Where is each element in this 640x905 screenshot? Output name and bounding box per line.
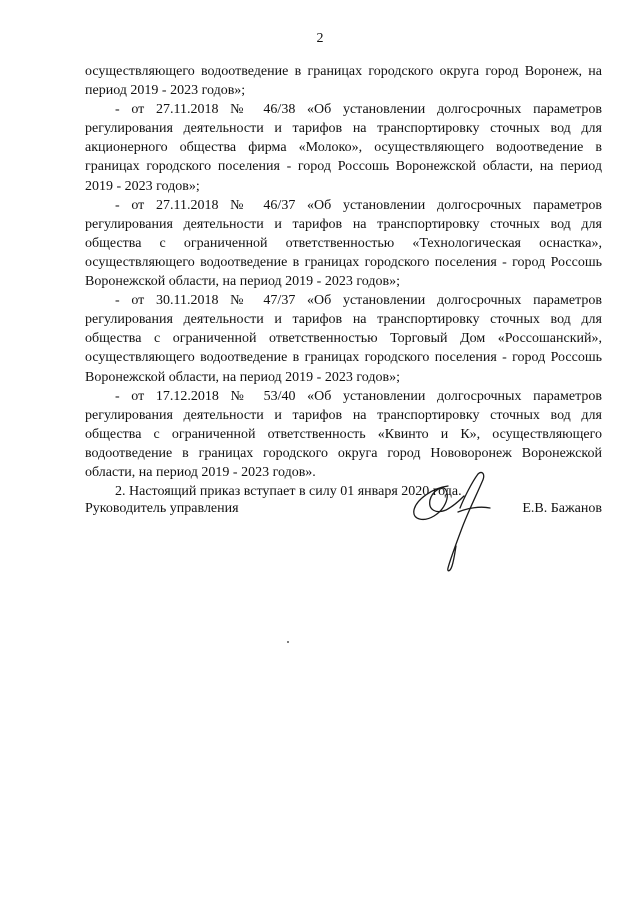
- handwritten-signature: [402, 468, 507, 580]
- page-number: 2: [316, 31, 324, 46]
- document-body: [85, 62, 602, 501]
- signatory-position: Руководитель управления: [85, 501, 239, 516]
- list-item-order-53-40: - от 17.12.2018 № 53/40 «Об установлении долгосрочных параметров регулирования деятельности и тарифов на транспортировку сточных вод для общества с ограниченной ответственность «Квинто и К», осуществляющего водоотведение в границах городского округа город Нововоронеж Воронежской области, на период 2019 - 2023 годов».: [85, 388, 602, 480]
- list-item-order-46-38: - от 27.11.2018 № 46/38 «Об установлении долгосрочных параметров регулирования деятельности и тарифов на транспортировку сточных вод для акционерного общества фирма «Молоко», осуществляющего водоотведение в границах городского поселения - город Россошь Воронежской области, на период 2019 - 2023 годов»;: [85, 102, 602, 194]
- signature-row: [85, 501, 602, 521]
- list-item-order-47-37: - от 30.11.2018 № 47/37 «Об установлении долгосрочных параметров регулирования деятельности и тарифов на транспортировку сточных вод для общества с ограниченной ответственностью Торговый Дом «Россошанский», осуществляющего водоотведение в границах городского поселения - город Россошь Воронежской области, на период 2019 - 2023 годов»;: [85, 293, 602, 385]
- list-item-order-46-37: - от 27.11.2018 № 46/37 «Об установлении долгосрочных параметров регулирования деятельности и тарифов на транспортировку сточных вод для общества с ограниченной ответственностью «Технологическая оснастка», осуществляющего водоотведение в границах городского поселения - город Россошь Воронежской области, на период 2019 - 2023 годов»;: [85, 197, 602, 290]
- scan-speck: [287, 641, 289, 643]
- effective-date-clause: 2. Настоящий приказ вступает в силу 01 января 2020 года.: [115, 484, 462, 500]
- signatory-name: Е.В. Бажанов: [522, 501, 602, 516]
- paragraph-continuation: осуществляющего водоотведение в границах городского округа город Воронеж, на период 2019 - 2023 годов»;: [85, 64, 602, 99]
